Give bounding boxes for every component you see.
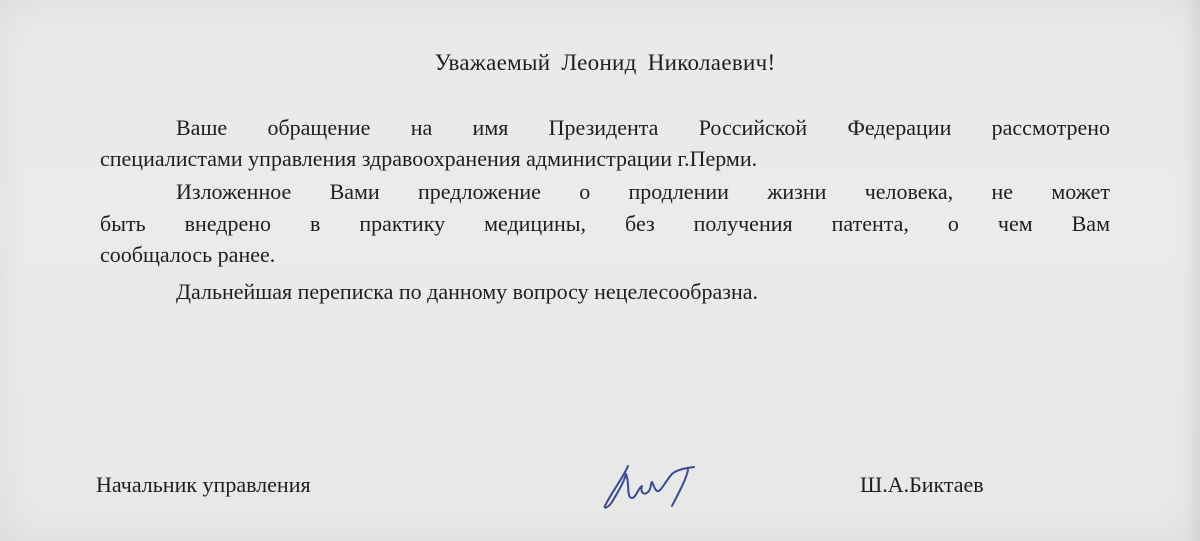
paragraph-2-line-1: Изложенное Вами предложение о продлении жизни человека, не может [176,179,1110,204]
paragraph-2-line-3: сообщалось ранее. [100,242,276,267]
paragraph-3-line-1: Дальнейшая переписка по данному вопросу нецелесообразна. [176,279,758,304]
paragraph-2-line-2: быть внедрено в практику медицины, без получения патента, о чем Вам [100,211,1110,236]
paragraph-1-line-2: специалистами управления здравоохранения администрации г.Перми. [100,146,758,171]
salutation: Уважаемый Леонид Николаевич! [434,50,776,75]
signer-position: Начальник управления [96,472,311,497]
handwritten-signature [590,452,730,522]
signer-name: Ш.А.Биктаев [860,472,984,497]
paragraph-1-line-1: Ваше обращение на имя Президента Российской Федерации рассмотрено [176,115,1110,140]
paper-edge-shadow [1186,0,1200,541]
